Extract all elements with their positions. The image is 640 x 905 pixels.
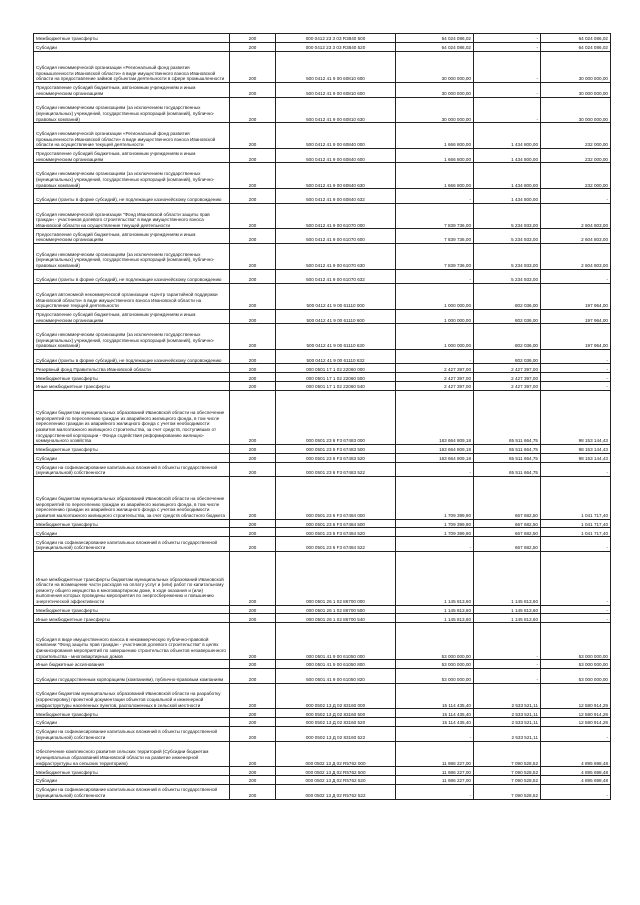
row-code-cell: 200 bbox=[230, 660, 276, 669]
row-code-cell: 200 bbox=[230, 229, 276, 244]
table-row bbox=[34, 660, 611, 669]
row-name-cell: Межбюджетные трансферты bbox=[34, 605, 230, 614]
row-name-cell: Субсидии некоммерческим организациям (за исключением государственных (муниципальных) учреждений, государственных корпораций (компаний), публично-правовых компаний) bbox=[34, 97, 230, 123]
row-classification-cell: 000 0501 23 6 F3 67483 000 bbox=[276, 391, 396, 445]
row-approved-cell: 1 000 000,00 bbox=[396, 284, 474, 310]
row-approved-cell: - bbox=[396, 349, 474, 364]
table-row bbox=[34, 683, 611, 709]
row-code-cell: 200 bbox=[230, 51, 276, 82]
row-unexecuted-cell: 232 000,00 bbox=[541, 123, 611, 149]
row-executed-cell: 667 682,50 bbox=[474, 537, 541, 552]
row-name-cell: Субсидии на софинансирование капитальных вложений в объекты государственной (муниципальной) собственности bbox=[34, 727, 230, 742]
row-unexecuted-cell: 53 000 000,00 bbox=[541, 669, 611, 684]
row-name-cell: Субсидии (гранты в форме субсидий), не подлежащие казначейскому сопровождению bbox=[34, 189, 230, 204]
row-executed-cell: 7 090 528,52 bbox=[474, 776, 541, 785]
table-row bbox=[34, 309, 611, 324]
row-classification-cell: 500 0412 41 9 00 60840 000 bbox=[276, 123, 396, 149]
row-approved-cell: 1 000 000,00 bbox=[396, 309, 474, 324]
row-approved-cell: 53 000 000,00 bbox=[396, 660, 474, 669]
row-name-cell: Межбюджетные трансферты bbox=[34, 373, 230, 382]
table-row bbox=[34, 148, 611, 163]
row-name-cell: Субсидии (гранты в форме субсидий), не подлежащие казначейскому сопровождению bbox=[34, 269, 230, 284]
row-executed-cell: 2 533 521,11 bbox=[474, 718, 541, 727]
table-row bbox=[34, 382, 611, 391]
row-classification-cell: 000 0501 23 6 F3 67484 522 bbox=[276, 537, 396, 552]
row-classification-cell: 000 0501 41 9 00 61050 800 bbox=[276, 660, 396, 669]
row-code-cell: 200 bbox=[230, 623, 276, 660]
table-row bbox=[34, 785, 611, 800]
row-name-cell: Субсидии bbox=[34, 528, 230, 537]
row-executed-cell: - bbox=[474, 83, 541, 98]
table-body bbox=[34, 34, 611, 800]
row-unexecuted-cell: - bbox=[541, 189, 611, 204]
row-name-cell: Субсидии на софинансирование капитальных вложений в объекты государственной (муниципальной) собственности bbox=[34, 537, 230, 552]
row-executed-cell: 2 427 397,00 bbox=[474, 373, 541, 382]
row-classification-cell: 500 0412 41 9 00 61070 632 bbox=[276, 269, 396, 284]
table-row bbox=[34, 284, 611, 310]
row-unexecuted-cell: 4 895 698,48 bbox=[541, 741, 611, 767]
table-row bbox=[34, 767, 611, 776]
row-code-cell: 200 bbox=[230, 718, 276, 727]
row-approved-cell: 2 427 397,00 bbox=[396, 382, 474, 391]
row-executed-cell: 5 234 933,00 bbox=[474, 203, 541, 229]
table-row bbox=[34, 453, 611, 462]
row-unexecuted-cell: 12 580 914,29 bbox=[541, 683, 611, 709]
table-row bbox=[34, 623, 611, 660]
row-approved-cell: 11 986 227,00 bbox=[396, 767, 474, 776]
row-executed-cell: 1 434 800,00 bbox=[474, 123, 541, 149]
row-executed-cell: 7 090 528,52 bbox=[474, 767, 541, 776]
table-row bbox=[34, 605, 611, 614]
row-name-cell: Межбюджетные трансферты bbox=[34, 709, 230, 718]
row-code-cell: 200 bbox=[230, 382, 276, 391]
row-approved-cell: 1 666 800,00 bbox=[396, 123, 474, 149]
row-name-cell: Иные бюджетные ассигнования bbox=[34, 660, 230, 669]
row-classification-cell: 000 0501 23 6 F3 67484 500 bbox=[276, 519, 396, 528]
table-row bbox=[34, 718, 611, 727]
row-unexecuted-cell: - bbox=[541, 605, 611, 614]
row-approved-cell: 7 839 736,00 bbox=[396, 203, 474, 229]
row-executed-cell: 2 427 397,00 bbox=[474, 382, 541, 391]
table-row bbox=[34, 528, 611, 537]
row-unexecuted-cell: - bbox=[541, 551, 611, 605]
row-classification-cell: 000 0501 23 6 F3 67483 520 bbox=[276, 453, 396, 462]
row-unexecuted-cell: 12 580 914,29 bbox=[541, 718, 611, 727]
row-executed-cell: - bbox=[474, 51, 541, 82]
row-executed-cell: 2 533 521,11 bbox=[474, 727, 541, 742]
table-row bbox=[34, 462, 611, 477]
row-code-cell: 200 bbox=[230, 776, 276, 785]
row-classification-cell: 500 0412 41 9 00 60840 632 bbox=[276, 189, 396, 204]
row-code-cell: 200 bbox=[230, 364, 276, 373]
row-executed-cell: 65 511 664,75 bbox=[474, 444, 541, 453]
table-row bbox=[34, 373, 611, 382]
row-approved-cell: 1 000 000,00 bbox=[396, 324, 474, 350]
row-executed-cell: 2 533 521,11 bbox=[474, 683, 541, 709]
row-approved-cell: 1 709 399,90 bbox=[396, 477, 474, 520]
row-approved-cell: 7 839 736,00 bbox=[396, 229, 474, 244]
row-code-cell: 200 bbox=[230, 203, 276, 229]
row-classification-cell: 500 0412 41 9 00 60810 600 bbox=[276, 83, 396, 98]
table-row bbox=[34, 229, 611, 244]
row-unexecuted-cell: 98 153 144,43 bbox=[541, 453, 611, 462]
table-row bbox=[34, 727, 611, 742]
table-row bbox=[34, 203, 611, 229]
row-code-cell: 200 bbox=[230, 528, 276, 537]
row-approved-cell: - bbox=[396, 269, 474, 284]
row-code-cell: 200 bbox=[230, 243, 276, 269]
row-code-cell: 200 bbox=[230, 189, 276, 204]
row-code-cell: 200 bbox=[230, 683, 276, 709]
row-name-cell: Предоставление субсидий бюджетным, автономным учреждениям и иным некоммерческим организациям bbox=[34, 148, 230, 163]
row-executed-cell: 1 434 800,00 bbox=[474, 148, 541, 163]
table-row bbox=[34, 391, 611, 445]
row-name-cell: Межбюджетные трансферты bbox=[34, 519, 230, 528]
row-code-cell: 200 bbox=[230, 42, 276, 51]
row-executed-cell: 5 234 933,00 bbox=[474, 229, 541, 244]
row-executed-cell: - bbox=[474, 623, 541, 660]
table-row bbox=[34, 669, 611, 684]
table-row bbox=[34, 519, 611, 528]
table-row bbox=[34, 551, 611, 605]
table-row bbox=[34, 537, 611, 552]
row-approved-cell: 7 839 736,00 bbox=[396, 243, 474, 269]
row-unexecuted-cell: 1 041 717,40 bbox=[541, 528, 611, 537]
row-classification-cell: 000 0502 13 Д 02 83160 522 bbox=[276, 727, 396, 742]
row-approved-cell: - bbox=[396, 189, 474, 204]
row-classification-cell: 500 0412 41 9 00 61110 630 bbox=[276, 324, 396, 350]
table-row bbox=[34, 324, 611, 350]
row-approved-cell: 30 000 000,00 bbox=[396, 51, 474, 82]
row-name-cell: Субсидии bbox=[34, 42, 230, 51]
table-row bbox=[34, 51, 611, 82]
row-classification-cell: 500 0412 41 9 00 61110 000 bbox=[276, 284, 396, 310]
table-row bbox=[34, 42, 611, 51]
row-name-cell: Предоставление субсидий бюджетным, автономным учреждениям и иным некоммерческим организациям bbox=[34, 309, 230, 324]
row-code-cell: 200 bbox=[230, 391, 276, 445]
row-name-cell: Субсидии бюджетам муниципальных образований Ивановской области на разработку (корректировку) проектной документации объектов социальной и инженерной инфраструктуры населенных пунктов, расположенных в сельской местности bbox=[34, 683, 230, 709]
row-executed-cell: 1 145 813,60 bbox=[474, 605, 541, 614]
row-approved-cell: 53 000 000,00 bbox=[396, 623, 474, 660]
row-executed-cell: 1 145 813,60 bbox=[474, 551, 541, 605]
row-name-cell: Субсидии bbox=[34, 453, 230, 462]
row-unexecuted-cell: - bbox=[541, 537, 611, 552]
row-executed-cell: 5 234 933,00 bbox=[474, 243, 541, 269]
row-code-cell: 200 bbox=[230, 767, 276, 776]
row-executed-cell: 667 682,50 bbox=[474, 477, 541, 520]
row-unexecuted-cell: 197 964,00 bbox=[541, 284, 611, 310]
row-approved-cell: 30 000 000,00 bbox=[396, 97, 474, 123]
row-unexecuted-cell: 197 964,00 bbox=[541, 309, 611, 324]
row-approved-cell: 53 000 000,00 bbox=[396, 669, 474, 684]
row-code-cell: 200 bbox=[230, 34, 276, 43]
row-classification-cell: 000 0501 23 6 F3 67484 000 bbox=[276, 477, 396, 520]
row-name-cell: Субсидии бюджетам муниципальных образований Ивановской области на обеспечение мероприятий по переселению граждан из аварийного жилищного фонда, в том числе переселению граждан из аварийного жилищного фонда с учетом необходимости развития малоэтажного жилищного строительства, за счет средств, поступивших от государственной корпорации - Фонда содействия реформированию жилищно-коммунального хозяйства bbox=[34, 391, 230, 445]
row-name-cell: Иные межбюджетные трансферты bbox=[34, 614, 230, 623]
row-unexecuted-cell: - bbox=[541, 349, 611, 364]
row-classification-cell: 500 0501 41 9 00 61050 820 bbox=[276, 669, 396, 684]
row-unexecuted-cell: - bbox=[541, 373, 611, 382]
row-executed-cell: - bbox=[474, 34, 541, 43]
row-code-cell: 200 bbox=[230, 83, 276, 98]
row-name-cell: Субсидия некоммерческой организации «Региональный фонд развития промышленности Ивановской области» в виде имущественного взноса Ивановской области на предоставление займов субъектам деятельности в сфере промышленности bbox=[34, 51, 230, 82]
row-name-cell: Субсидия в виде имущественного взноса в некоммерческую публично-правовой компании "Фонд защиты прав граждан - участников долевого строительства" в целях финансирования мероприятий по завершению строительства объектов незавершенного строительства - многоквартирных домов bbox=[34, 623, 230, 660]
row-code-cell: 200 bbox=[230, 309, 276, 324]
row-classification-cell: 000 0501 17 1 02 22060 540 bbox=[276, 382, 396, 391]
row-approved-cell: 11 986 227,00 bbox=[396, 741, 474, 767]
row-approved-cell: 1 709 399,90 bbox=[396, 519, 474, 528]
row-classification-cell: 000 0502 13 Д 02 R5762 522 bbox=[276, 785, 396, 800]
row-executed-cell: - bbox=[474, 660, 541, 669]
row-approved-cell: 15 114 435,40 bbox=[396, 718, 474, 727]
table-row bbox=[34, 364, 611, 373]
row-name-cell: Субсидии некоммерческим организациям (за исключением государственных (муниципальных) учреждений, государственных корпораций (компаний), публично-правовых компаний) bbox=[34, 324, 230, 350]
row-approved-cell: 1 666 800,00 bbox=[396, 163, 474, 189]
row-classification-cell: 000 0501 23 6 F3 67483 522 bbox=[276, 462, 396, 477]
row-unexecuted-cell: - bbox=[541, 364, 611, 373]
row-approved-cell: - bbox=[396, 537, 474, 552]
row-unexecuted-cell: 30 000 000,00 bbox=[541, 83, 611, 98]
row-unexecuted-cell: 64 024 086,02 bbox=[541, 42, 611, 51]
row-approved-cell: 30 000 000,00 bbox=[396, 83, 474, 98]
row-name-cell: Субсидии bbox=[34, 718, 230, 727]
row-approved-cell: 15 114 435,40 bbox=[396, 683, 474, 709]
row-unexecuted-cell: - bbox=[541, 269, 611, 284]
row-approved-cell: 11 986 227,00 bbox=[396, 776, 474, 785]
table-row bbox=[34, 741, 611, 767]
row-approved-cell: 1 709 399,90 bbox=[396, 528, 474, 537]
row-executed-cell: 802 036,00 bbox=[474, 284, 541, 310]
row-classification-cell: 500 0412 41 9 00 60840 630 bbox=[276, 163, 396, 189]
row-unexecuted-cell: 12 580 914,29 bbox=[541, 709, 611, 718]
row-code-cell: 200 bbox=[230, 785, 276, 800]
row-code-cell: 200 bbox=[230, 519, 276, 528]
row-unexecuted-cell: 1 041 717,40 bbox=[541, 519, 611, 528]
row-executed-cell: - bbox=[474, 669, 541, 684]
row-code-cell: 200 bbox=[230, 123, 276, 149]
row-name-cell: Обеспечение комплексного развития сельских территорий (Субсидии бюджетам муниципальных образований Ивановской области на развитие инженерной инфраструктуры на сельских территориях) bbox=[34, 741, 230, 767]
row-unexecuted-cell: 4 895 698,48 bbox=[541, 776, 611, 785]
row-unexecuted-cell: 30 000 000,00 bbox=[541, 97, 611, 123]
row-code-cell: 200 bbox=[230, 453, 276, 462]
row-unexecuted-cell: 53 000 000,00 bbox=[541, 660, 611, 669]
row-classification-cell: 000 0501 17 1 02 22060 000 bbox=[276, 364, 396, 373]
row-approved-cell: 15 114 435,40 bbox=[396, 709, 474, 718]
row-executed-cell: 2 533 521,11 bbox=[474, 709, 541, 718]
row-name-cell: Иные межбюджетные трансферты бюджетам муниципальных образований Ивановской области на возмещение части расходов на оплату услуг и (или) работ по капитальному ремонту общего имущества в многоквартирном доме, в ходе оказания и (или) выполнения которых проведены мероприятия по энергосбережению и повышению энергетической эффективности bbox=[34, 551, 230, 605]
table-row bbox=[34, 34, 611, 43]
row-unexecuted-cell: 2 604 803,00 bbox=[541, 203, 611, 229]
row-classification-cell: 000 0502 13 Д 02 R5762 520 bbox=[276, 776, 396, 785]
row-executed-cell: 667 682,50 bbox=[474, 519, 541, 528]
row-approved-cell: 163 664 809,18 bbox=[396, 444, 474, 453]
row-name-cell: Межбюджетные трансферты bbox=[34, 444, 230, 453]
row-approved-cell: - bbox=[396, 727, 474, 742]
row-unexecuted-cell: - bbox=[541, 462, 611, 477]
row-executed-cell: 65 511 664,75 bbox=[474, 462, 541, 477]
row-executed-cell: - bbox=[474, 97, 541, 123]
row-executed-cell: 1 434 800,00 bbox=[474, 163, 541, 189]
row-classification-cell: 000 0501 41 9 00 61050 000 bbox=[276, 623, 396, 660]
row-approved-cell: 1 145 813,60 bbox=[396, 605, 474, 614]
row-name-cell: Субсидии bbox=[34, 776, 230, 785]
row-code-cell: 200 bbox=[230, 349, 276, 364]
row-code-cell: 200 bbox=[230, 727, 276, 742]
row-unexecuted-cell: 64 024 086,02 bbox=[541, 34, 611, 43]
row-executed-cell: 802 036,00 bbox=[474, 324, 541, 350]
table-row bbox=[34, 349, 611, 364]
row-executed-cell: 7 090 528,52 bbox=[474, 785, 541, 800]
row-executed-cell: - bbox=[474, 42, 541, 51]
row-name-cell: Субсидия автономной некоммерческой организации «Центр гарантийной поддержки Ивановской области» в виде имущественного взноса Ивановской области на осуществление текущей деятельности bbox=[34, 284, 230, 310]
row-classification-cell: 500 0412 41 9 00 60810 630 bbox=[276, 97, 396, 123]
row-unexecuted-cell: 2 604 803,00 bbox=[541, 229, 611, 244]
row-classification-cell: 000 0502 13 Д 02 83160 520 bbox=[276, 718, 396, 727]
row-unexecuted-cell: 30 000 000,00 bbox=[541, 51, 611, 82]
row-executed-cell: 2 427 397,00 bbox=[474, 364, 541, 373]
row-unexecuted-cell: 232 000,00 bbox=[541, 148, 611, 163]
row-code-cell: 200 bbox=[230, 373, 276, 382]
row-name-cell: Предоставление субсидий бюджетным, автономным учреждениям и иным некоммерческим организациям bbox=[34, 83, 230, 98]
row-classification-cell: 500 0412 41 9 00 60840 600 bbox=[276, 148, 396, 163]
row-approved-cell: - bbox=[396, 462, 474, 477]
row-code-cell: 200 bbox=[230, 284, 276, 310]
row-unexecuted-cell: 2 604 803,00 bbox=[541, 243, 611, 269]
row-unexecuted-cell: 1 041 717,40 bbox=[541, 477, 611, 520]
row-classification-cell: 000 0412 23 3 03 R3840 500 bbox=[276, 34, 396, 43]
row-classification-cell: 500 0412 41 9 00 61070 630 bbox=[276, 243, 396, 269]
row-unexecuted-cell: 53 000 000,00 bbox=[541, 623, 611, 660]
row-unexecuted-cell: 232 000,00 bbox=[541, 163, 611, 189]
table-row bbox=[34, 243, 611, 269]
row-executed-cell: 1 145 813,60 bbox=[474, 614, 541, 623]
row-code-cell: 200 bbox=[230, 97, 276, 123]
row-classification-cell: 500 0412 41 9 00 60810 600 bbox=[276, 51, 396, 82]
table-row bbox=[34, 83, 611, 98]
row-approved-cell: 163 664 809,18 bbox=[396, 391, 474, 445]
row-executed-cell: 667 682,50 bbox=[474, 528, 541, 537]
row-executed-cell: 65 511 664,75 bbox=[474, 453, 541, 462]
table-row bbox=[34, 614, 611, 623]
row-classification-cell: 000 0501 23 6 F3 67484 520 bbox=[276, 528, 396, 537]
row-code-cell: 200 bbox=[230, 324, 276, 350]
row-name-cell: Субсидия некоммерческой организации "Фонд Ивановской области защиты прав граждан - участников долевого строительства" в виде имущественного взноса Ивановской области на осуществление текущей деятельности bbox=[34, 203, 230, 229]
row-classification-cell: 500 0412 41 9 00 61070 000 bbox=[276, 203, 396, 229]
row-executed-cell: 5 234 933,00 bbox=[474, 269, 541, 284]
table-row bbox=[34, 444, 611, 453]
row-classification-cell: 500 0412 41 9 00 61110 632 bbox=[276, 349, 396, 364]
row-name-cell: Иные межбюджетные трансферты bbox=[34, 382, 230, 391]
row-code-cell: 200 bbox=[230, 269, 276, 284]
row-classification-cell: 500 0412 41 9 00 61070 600 bbox=[276, 229, 396, 244]
row-classification-cell: 000 0501 23 6 F3 67483 500 bbox=[276, 444, 396, 453]
row-approved-cell: 64 024 086,02 bbox=[396, 34, 474, 43]
row-code-cell: 200 bbox=[230, 605, 276, 614]
row-executed-cell: 65 511 664,75 bbox=[474, 391, 541, 445]
row-classification-cell: 500 0412 41 9 00 61110 600 bbox=[276, 309, 396, 324]
row-name-cell: Субсидии на софинансирование капитальных вложений в объекты государственной (муниципальной) собственности bbox=[34, 462, 230, 477]
row-code-cell: 200 bbox=[230, 709, 276, 718]
row-approved-cell: 2 427 397,00 bbox=[396, 373, 474, 382]
table-row bbox=[34, 709, 611, 718]
row-code-cell: 200 bbox=[230, 148, 276, 163]
row-classification-cell: 000 0502 13 Д 02 R5762 000 bbox=[276, 741, 396, 767]
row-approved-cell: 1 145 813,60 bbox=[396, 614, 474, 623]
row-unexecuted-cell: - bbox=[541, 382, 611, 391]
row-unexecuted-cell: - bbox=[541, 727, 611, 742]
row-unexecuted-cell: 98 153 144,43 bbox=[541, 444, 611, 453]
row-classification-cell: 000 0412 23 3 03 R3840 520 bbox=[276, 42, 396, 51]
row-name-cell: Субсидия некоммерческой организации «Региональный фонд развития промышленности Ивановской области» в виде имущественного взноса Ивановской области на осуществление текущей деятельности bbox=[34, 123, 230, 149]
row-code-cell: 200 bbox=[230, 669, 276, 684]
table-row bbox=[34, 269, 611, 284]
row-name-cell: Субсидии государственным корпорациям (компаниям), публично-правовым компаниям bbox=[34, 669, 230, 684]
row-code-cell: 200 bbox=[230, 163, 276, 189]
row-executed-cell: 802 036,00 bbox=[474, 309, 541, 324]
row-unexecuted-cell: - bbox=[541, 614, 611, 623]
budget-execution-table bbox=[33, 33, 611, 800]
row-name-cell: Субсидии (гранты в форме субсидий), не подлежащие казначейскому сопровождению bbox=[34, 349, 230, 364]
table-row bbox=[34, 477, 611, 520]
row-code-cell: 200 bbox=[230, 551, 276, 605]
row-approved-cell: 64 024 086,02 bbox=[396, 42, 474, 51]
table-row bbox=[34, 163, 611, 189]
table-row bbox=[34, 776, 611, 785]
row-name-cell: Субсидии некоммерческим организациям (за исключением государственных (муниципальных) учреждений, государственных корпораций (компаний), публично-правовых компаний) bbox=[34, 243, 230, 269]
row-classification-cell: 000 0502 13 Д 02 83160 000 bbox=[276, 683, 396, 709]
row-classification-cell: 000 0501 26 1 02 86700 000 bbox=[276, 551, 396, 605]
row-unexecuted-cell: - bbox=[541, 785, 611, 800]
row-code-cell: 200 bbox=[230, 741, 276, 767]
row-classification-cell: 000 0501 26 1 02 86700 500 bbox=[276, 605, 396, 614]
table-row bbox=[34, 189, 611, 204]
table-row bbox=[34, 97, 611, 123]
row-code-cell: 200 bbox=[230, 444, 276, 453]
row-name-cell: Резервный фонд Правительства Ивановской области bbox=[34, 364, 230, 373]
row-approved-cell: 1 145 813,60 bbox=[396, 551, 474, 605]
row-name-cell: Субсидии некоммерческим организациям (за исключением государственных (муниципальных) учреждений, государственных корпораций (компаний), публично-правовых компаний) bbox=[34, 163, 230, 189]
row-executed-cell: 1 434 800,00 bbox=[474, 189, 541, 204]
row-unexecuted-cell: 4 895 698,48 bbox=[541, 767, 611, 776]
row-unexecuted-cell: 197 964,00 bbox=[541, 324, 611, 350]
row-code-cell: 200 bbox=[230, 462, 276, 477]
row-name-cell: Межбюджетные трансферты bbox=[34, 767, 230, 776]
row-approved-cell: 163 664 809,18 bbox=[396, 453, 474, 462]
row-classification-cell: 000 0501 26 1 02 86700 540 bbox=[276, 614, 396, 623]
row-code-cell: 200 bbox=[230, 477, 276, 520]
row-executed-cell: 7 090 528,52 bbox=[474, 741, 541, 767]
row-classification-cell: 000 0501 17 1 02 22060 500 bbox=[276, 373, 396, 382]
row-classification-cell: 000 0502 13 Д 02 83160 500 bbox=[276, 709, 396, 718]
row-name-cell: Предоставление субсидий бюджетным, автономным учреждениям и иным некоммерческим организациям bbox=[34, 229, 230, 244]
row-unexecuted-cell: 98 153 144,43 bbox=[541, 391, 611, 445]
row-code-cell: 200 bbox=[230, 614, 276, 623]
row-name-cell: Субсидии на софинансирование капитальных вложений в объекты государственной (муниципальной) собственности bbox=[34, 785, 230, 800]
row-code-cell: 200 bbox=[230, 537, 276, 552]
table-row bbox=[34, 123, 611, 149]
row-approved-cell: - bbox=[396, 785, 474, 800]
row-executed-cell: 802 036,00 bbox=[474, 349, 541, 364]
row-approved-cell: 2 427 397,00 bbox=[396, 364, 474, 373]
row-classification-cell: 000 0502 13 Д 02 R5762 500 bbox=[276, 767, 396, 776]
row-name-cell: Межбюджетные трансферты bbox=[34, 34, 230, 43]
row-name-cell: Субсидии бюджетам муниципальных образований Ивановской области на обеспечение мероприятий по переселению граждан из аварийного жилищного фонда, в том числе переселению граждан из аварийного жилищного фонда с учетом необходимости развития малоэтажного жилищного строительства, за счет средств областного бюджета bbox=[34, 477, 230, 520]
row-approved-cell: 1 666 800,00 bbox=[396, 148, 474, 163]
